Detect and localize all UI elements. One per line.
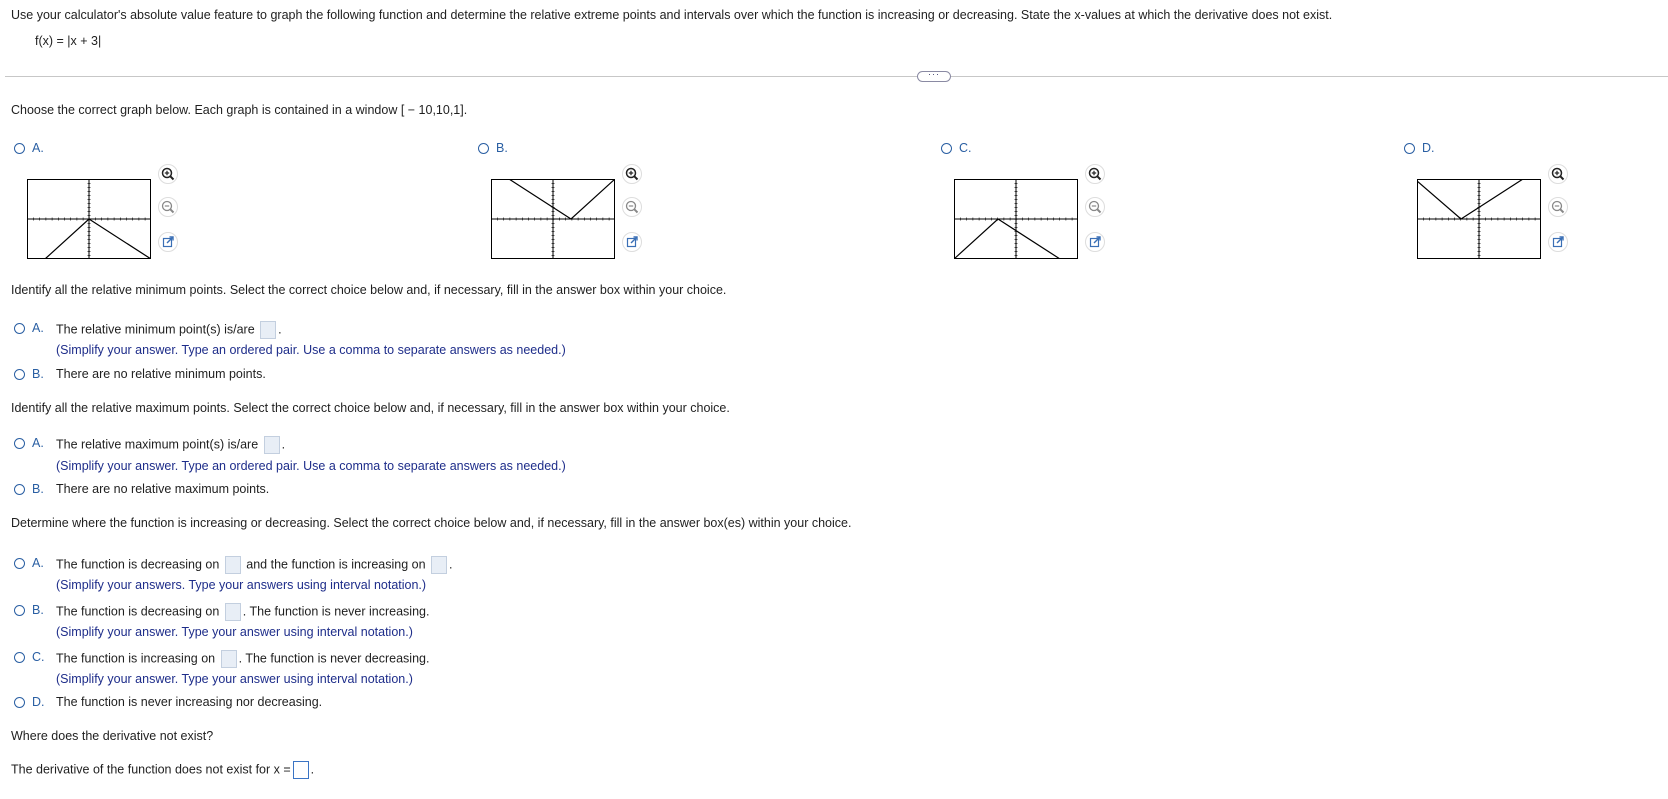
section-divider xyxy=(5,76,1668,77)
external-link-icon[interactable] xyxy=(158,232,178,252)
zoom-out-icon[interactable] xyxy=(1548,197,1568,217)
zoom-in-icon[interactable] xyxy=(158,164,178,184)
radio-max-a[interactable] xyxy=(14,438,25,449)
zoom-in-icon[interactable] xyxy=(1548,164,1568,184)
radio-graph-a[interactable] xyxy=(14,143,25,154)
graph-a-image xyxy=(27,179,151,259)
increasing-answer-box[interactable] xyxy=(431,556,447,574)
min-b-letter: B. xyxy=(32,367,44,381)
incdec-c-text-row xyxy=(56,650,429,668)
min-a-letter: A. xyxy=(32,321,44,335)
incdec-a-letter: A. xyxy=(32,556,44,570)
decreasing-only-answer-box[interactable] xyxy=(225,603,241,621)
external-link-icon[interactable] xyxy=(1085,232,1105,252)
graph-question: Choose the correct graph below. Each graph is contained in a window [ − 10,10,1]. xyxy=(11,103,468,117)
incdec-a-text2: and the function is increasing on xyxy=(246,557,426,572)
radio-graph-b[interactable] xyxy=(478,143,489,154)
graph-c-letter: C. xyxy=(959,141,972,155)
incdec-c-letter: C. xyxy=(32,650,45,664)
zoom-in-icon[interactable] xyxy=(622,164,642,184)
radio-graph-d[interactable] xyxy=(1404,143,1415,154)
radio-incdec-c[interactable] xyxy=(14,652,25,663)
zoom-out-icon[interactable] xyxy=(1085,197,1105,217)
max-a-letter: A. xyxy=(32,436,44,450)
increasing-only-answer-box[interactable] xyxy=(221,650,237,668)
function-expression: f(x) = |x + 3| xyxy=(35,34,102,48)
max-question: Identify all the relative maximum points. Select the correct choice below and, if necessary, fill in the answer box within your choice. xyxy=(11,401,730,415)
radio-incdec-a[interactable] xyxy=(14,558,25,569)
max-a-text: The relative maximum point(s) is/are xyxy=(56,437,259,452)
incdec-d-text: The function is never increasing nor decreasing. xyxy=(56,695,323,709)
radio-incdec-d[interactable] xyxy=(14,697,25,708)
min-a-text-row: The relative minimum point(s) is/are . xyxy=(56,321,282,339)
graph-d-image xyxy=(1417,179,1541,259)
min-question: Identify all the relative minimum points. Select the correct choice below and, if necessary, fill in the answer box within your choice. xyxy=(11,283,727,297)
incdec-c-hint: (Simplify your answer. Type your answer using interval notation.) xyxy=(56,672,413,686)
radio-incdec-b[interactable] xyxy=(14,605,25,616)
radio-min-b[interactable] xyxy=(14,369,25,380)
decreasing-answer-box[interactable] xyxy=(225,556,241,574)
radio-graph-c[interactable] xyxy=(941,143,952,154)
derivative-answer-box[interactable] xyxy=(293,761,309,779)
max-a-hint: (Simplify your answer. Type an ordered pair. Use a comma to separate answers as needed.) xyxy=(56,459,566,473)
radio-min-a[interactable] xyxy=(14,323,25,334)
min-b-text: There are no relative minimum points. xyxy=(56,367,266,381)
incdec-b-text2: . The function is never increasing. xyxy=(242,604,430,619)
deriv-answer-row: The derivative of the function does not exist for x = . xyxy=(11,761,314,779)
zoom-out-icon[interactable] xyxy=(622,197,642,217)
external-link-icon[interactable] xyxy=(1548,232,1568,252)
graph-b-letter: B. xyxy=(496,141,508,155)
radio-max-b[interactable] xyxy=(14,484,25,495)
min-a-text: The relative minimum point(s) is/are xyxy=(56,322,255,337)
incdec-a-hint: (Simplify your answers. Type your answers using interval notation.) xyxy=(56,578,427,592)
incdec-d-letter: D. xyxy=(32,695,45,709)
min-a-hint: (Simplify your answer. Type an ordered pair. Use a comma to separate answers as needed.) xyxy=(56,343,566,357)
deriv-question: Where does the derivative not exist? xyxy=(11,729,214,743)
incdec-question: Determine where the function is increasing or decreasing. Select the correct choice below and, if necessary, fill in the answer box(es) within your choice. xyxy=(11,516,852,530)
incdec-a-text1: The function is decreasing on xyxy=(56,557,220,572)
min-answer-box[interactable] xyxy=(260,321,276,339)
max-b-text: There are no relative maximum points. xyxy=(56,482,270,496)
graph-c-image xyxy=(954,179,1078,259)
graph-d-letter: D. xyxy=(1422,141,1435,155)
max-b-letter: B. xyxy=(32,482,44,496)
incdec-b-letter: B. xyxy=(32,603,44,617)
graph-b-image xyxy=(491,179,615,259)
incdec-a-text-row: The function is decreasing on and the function is increasing on . xyxy=(56,556,453,574)
incdec-b-text1: The function is decreasing on xyxy=(56,604,220,619)
graph-a-letter: A. xyxy=(32,141,44,155)
incdec-c-text1: The function is increasing on xyxy=(56,651,216,666)
external-link-icon[interactable] xyxy=(622,232,642,252)
zoom-in-icon[interactable] xyxy=(1085,164,1105,184)
zoom-out-icon[interactable] xyxy=(158,197,178,217)
incdec-b-hint: (Simplify your answer. Type your answer using interval notation.) xyxy=(56,625,413,639)
instructions: Use your calculator's absolute value feature to graph the following function and determine the relative extreme points and intervals over which the function is increasing or decreasing. State the x-values at which the derivative does not exist. xyxy=(11,8,1333,22)
incdec-c-text2: . The function is never decreasing. xyxy=(238,651,430,666)
incdec-b-text-row xyxy=(56,603,429,621)
more-button[interactable]: ··· xyxy=(917,71,951,82)
deriv-answer-label: The derivative of the function does not exist for x = xyxy=(11,762,291,777)
max-answer-box[interactable] xyxy=(264,436,280,454)
max-a-text-row: The relative maximum point(s) is/are . xyxy=(56,436,285,454)
